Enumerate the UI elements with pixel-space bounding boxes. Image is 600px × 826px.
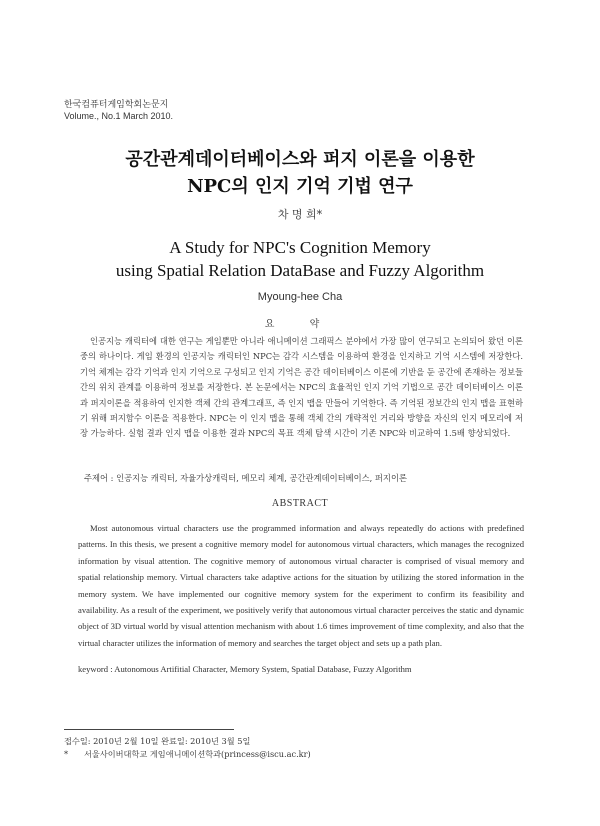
- english-title-line-1: A Study for NPC's Cognition Memory: [169, 238, 431, 257]
- english-title-line-2: using Spatial Relation DataBase and Fuzzy Algorithm: [115, 261, 485, 280]
- english-abstract-heading: ABSTRACT: [271, 498, 329, 509]
- footnote-dates: 접수일: 2010년 2월 10일 완료일: 2010년 3월 5일: [64, 736, 251, 746]
- korean-abstract-text: 인공지능 캐릭터에 대한 연구는 게임뿐만 아니라 애니메이션 그래픽스 분야에서 가장 많이 연구되고 논의되어 왔던 이론 중의 하나이다. 게임 환경의 인공지능 캐릭터인 NPC는 감각 시스템을 이용하여 환경을 인지하고 기억 시스템에 저장한다. 기억 체계는 감각 기억과 인지 기억으로 구성되고 인지 기억은 공간 데이터베이스 이론에 기반을 둔 공간에 존재하는 정보들 간의 위치 관계를 이용하여 정보를 저장한다. 본 논문에서는 NPC의 효율적인 인지 기억 기법으로 공간 데이터베이스 이론과 퍼지이론을 적용하여 인지한 객체 간의 관계그래프, 즉 인지 맵을 만들어 기억한다. 즉 기억된 정보간의 인지 맵을 표현하기 위해 퍼지함수 이론을 적용한다. NPC는 이 인지 맵을 통해 객체 간의 개략적인 거리와 방향을 자신의 인지 메모리에 저장 가능하다. 실험 결과 인지 맵을 이용한 결과 NPC의 목표 객체 탐색 시간이 기존 NPC와 비교하여 1.5배 향상되었다.: [80, 336, 524, 439]
- english-abstract-text: Most autonomous virtual characters use the programmed information and always repeatedly do actions with predefined patterns. In this thesis, we present a cognitive memory model for autonomous virtual characters, which manages the recognized information by visual attention. The cognitive memory of autonomous virtual character is comprised of visual memory and spatial relationship memory. Virtual characters take adaptive actions for the situation by utilizing the stored information in the memory system. We have implemented our cognitive memory system for the experiment to confirm its feasibility and availability. As a result of the experiment, we positively verify that autonomous virtual character perceives the static and dynamic object of 3D virtual world by visual attention mechanism with about 1.6 times improvement of time complexity, and also that the virtual character utilizes the information of memory and searches the target object and sets up a path plan.: [78, 523, 524, 648]
- english-author: Myoung-hee Cha: [257, 291, 343, 303]
- korean-keywords: 주제어 : 인공지능 캐릭터, 자율가상캐릭터, 메모리 체계, 공간관계데이터베이스, 퍼지이론: [84, 473, 407, 483]
- footnote: [64, 735, 311, 761]
- english-abstract: [78, 520, 524, 651]
- footnote-affiliation: 서울사이버대학교 게임애니메이션학과(princess@iscu.ac.kr): [84, 749, 311, 759]
- footnote-affiliation-line: [64, 748, 311, 761]
- korean-abstract-heading: 요 약: [264, 319, 336, 330]
- journal-name: 한국컴퓨터게임학회논문지: [64, 99, 169, 109]
- korean-title-line-1: 공간관계데이터베이스와 퍼지 이론을 이용한: [125, 149, 475, 170]
- korean-author: 차 명 희*: [277, 208, 323, 221]
- korean-abstract: [80, 334, 523, 442]
- korean-title-line-2: NPC의 인지 기억 기법 연구: [187, 176, 413, 197]
- footnote-mark: *: [64, 749, 69, 759]
- english-keywords: keyword : Autonomous Artifitial Character, Memory System, Spatial Database, Fuzzy Algorithm: [78, 664, 412, 674]
- journal-header: [64, 98, 173, 122]
- journal-volume: Volume., No.1 March 2010.: [64, 111, 174, 121]
- footnote-divider: [64, 729, 234, 730]
